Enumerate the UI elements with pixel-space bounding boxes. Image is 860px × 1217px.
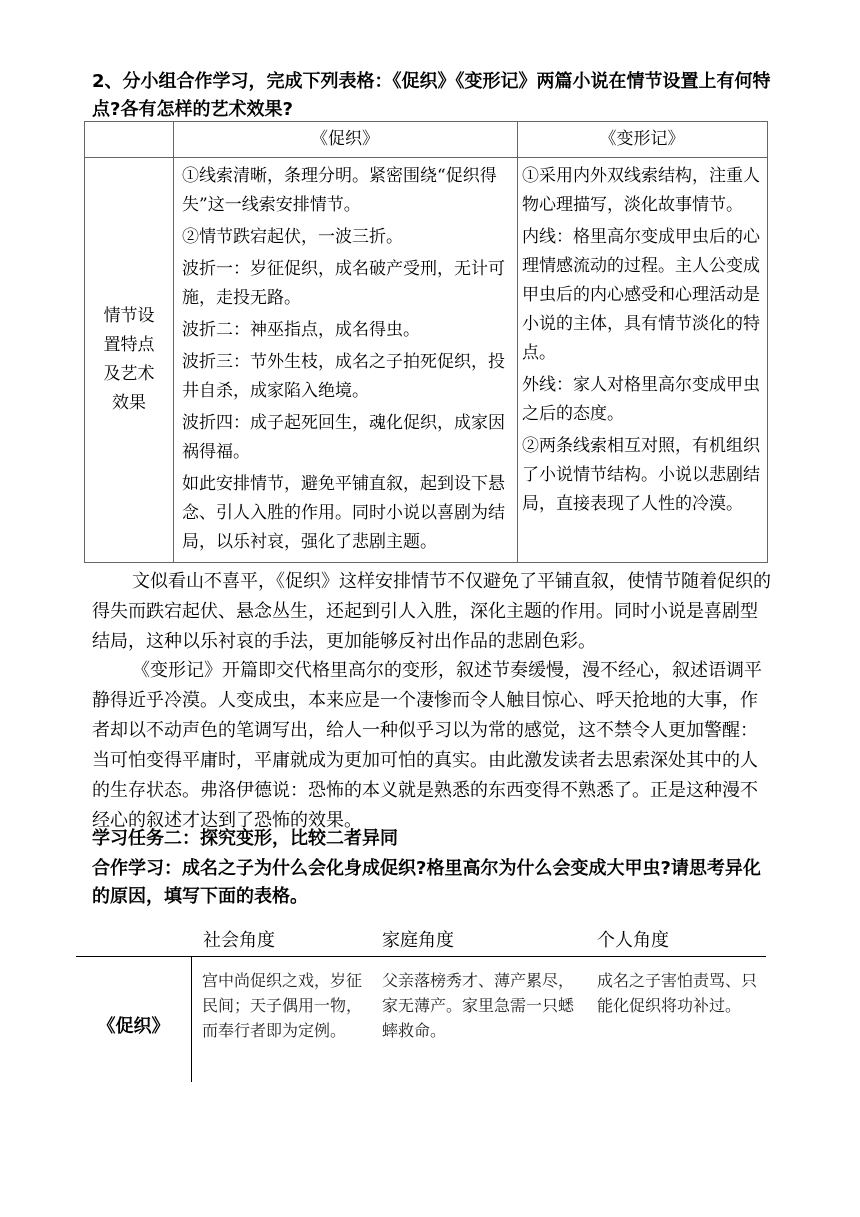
header-cuzhi: 《促织》 — [311, 129, 379, 149]
social-cell: 宫中尚促织之戏，岁征民间；天子偶用一物，而奉行者即为定例。 — [202, 971, 363, 1040]
alienation-table — [76, 920, 766, 1090]
bianxingji-plot-cell: ①采用内外双线索结构，注重人物心理描写，淡化故事情节。 内线：格里高尔变成甲虫后的心理情感流动的过程。主人公变成甲虫后的内心感受和心理活动是小说的主体，具有情节淡化的特点。 外线：家人对格里高尔变成甲虫之后的态度。 ②两条线索相互对照，有机组织了小说情节结构。小说以悲剧结局，直接表现了人性的冷漠。 — [522, 166, 760, 514]
row-label-plot: 情节设 置特点 及艺术 效果 — [103, 306, 155, 413]
header-personal: 个人角度 — [597, 930, 669, 951]
question-2: 2、分小组合作学习，完成下列表格：《促织》《变形记》两篇小说在情节设置上有何特点?各有怎样的艺术效果? — [92, 71, 771, 120]
analysis-paragraph-cuzhi: 文似看山不喜平，《促织》这样安排情节不仅避免了平铺直叙，使情节随着促织的得失而跌宕起伏、悬念丛生，还起到引人入胜，深化主题的作用。同时小说是喜剧型结局，这种以乐衬哀的手法，更加能够反衬出作品的悲剧色彩。 — [92, 571, 771, 652]
header-social: 社会角度 — [203, 930, 275, 951]
personal-cell: 成名之子害怕责骂、只能化促织将功补过。 — [597, 971, 758, 1015]
task2-heading: 学习任务二：探究变形，比较二者异同 — [92, 828, 398, 849]
row-label-cuzhi: 《促织》 — [97, 1016, 170, 1037]
header-family: 家庭角度 — [382, 930, 454, 951]
plot-comparison-table — [84, 121, 768, 563]
family-cell: 父亲落榜秀才、薄产累尽，家无薄产。家里急需一只蟋蟀救命。 — [382, 971, 575, 1040]
header-bianxingji: 《变形记》 — [599, 129, 685, 149]
cuzhi-plot-cell: ①线索清晰，条理分明。紧密围绕“促织得失”这一线索安排情节。 ②情节跌宕起伏，一波三折。 波折一：岁征促织，成名破产受刑，无计可施，走投无路。 波折二：神巫指点，成名得虫。 波折三：节外生枝，成名之子拍死促织，投井自杀，成家陷入绝境。 波折四：成子起死回生，魂化促织，成家因祸得福。 如此安排情节，避免平铺直叙，起到设下悬念、引人入胜的作用。同时小说以喜剧为结局，以乐衬哀，强化了悲剧主题。 — [182, 166, 505, 552]
analysis-paragraph-bianxingji: 《变形记》开篇即交代格里高尔的变形，叙述节奏缓慢，漫不经心，叙述语调平静得近乎冷漠。人变成虫，本来应是一个凄惨而令人触目惊心、呼天抢地的大事，作者却以不动声色的笔调写出，给人一种似乎习以为常的感觉，这不禁令人更加警醒：当可怕变得平庸时，平庸就成为更加可怕的真实。由此激发读者去思索深处其中的人的生存状态。弗洛伊德说：恐怖的本义就是熟悉的东西变得不熟悉了。正是这种漫不经心的叙述才达到了恐怖的效果。 — [92, 660, 762, 831]
cooperative-question: 合作学习：成名之子为什么会化身成促织?格里高尔为什么会变成大甲虫?请思考异化的原因，填写下面的表格。 — [92, 858, 761, 907]
